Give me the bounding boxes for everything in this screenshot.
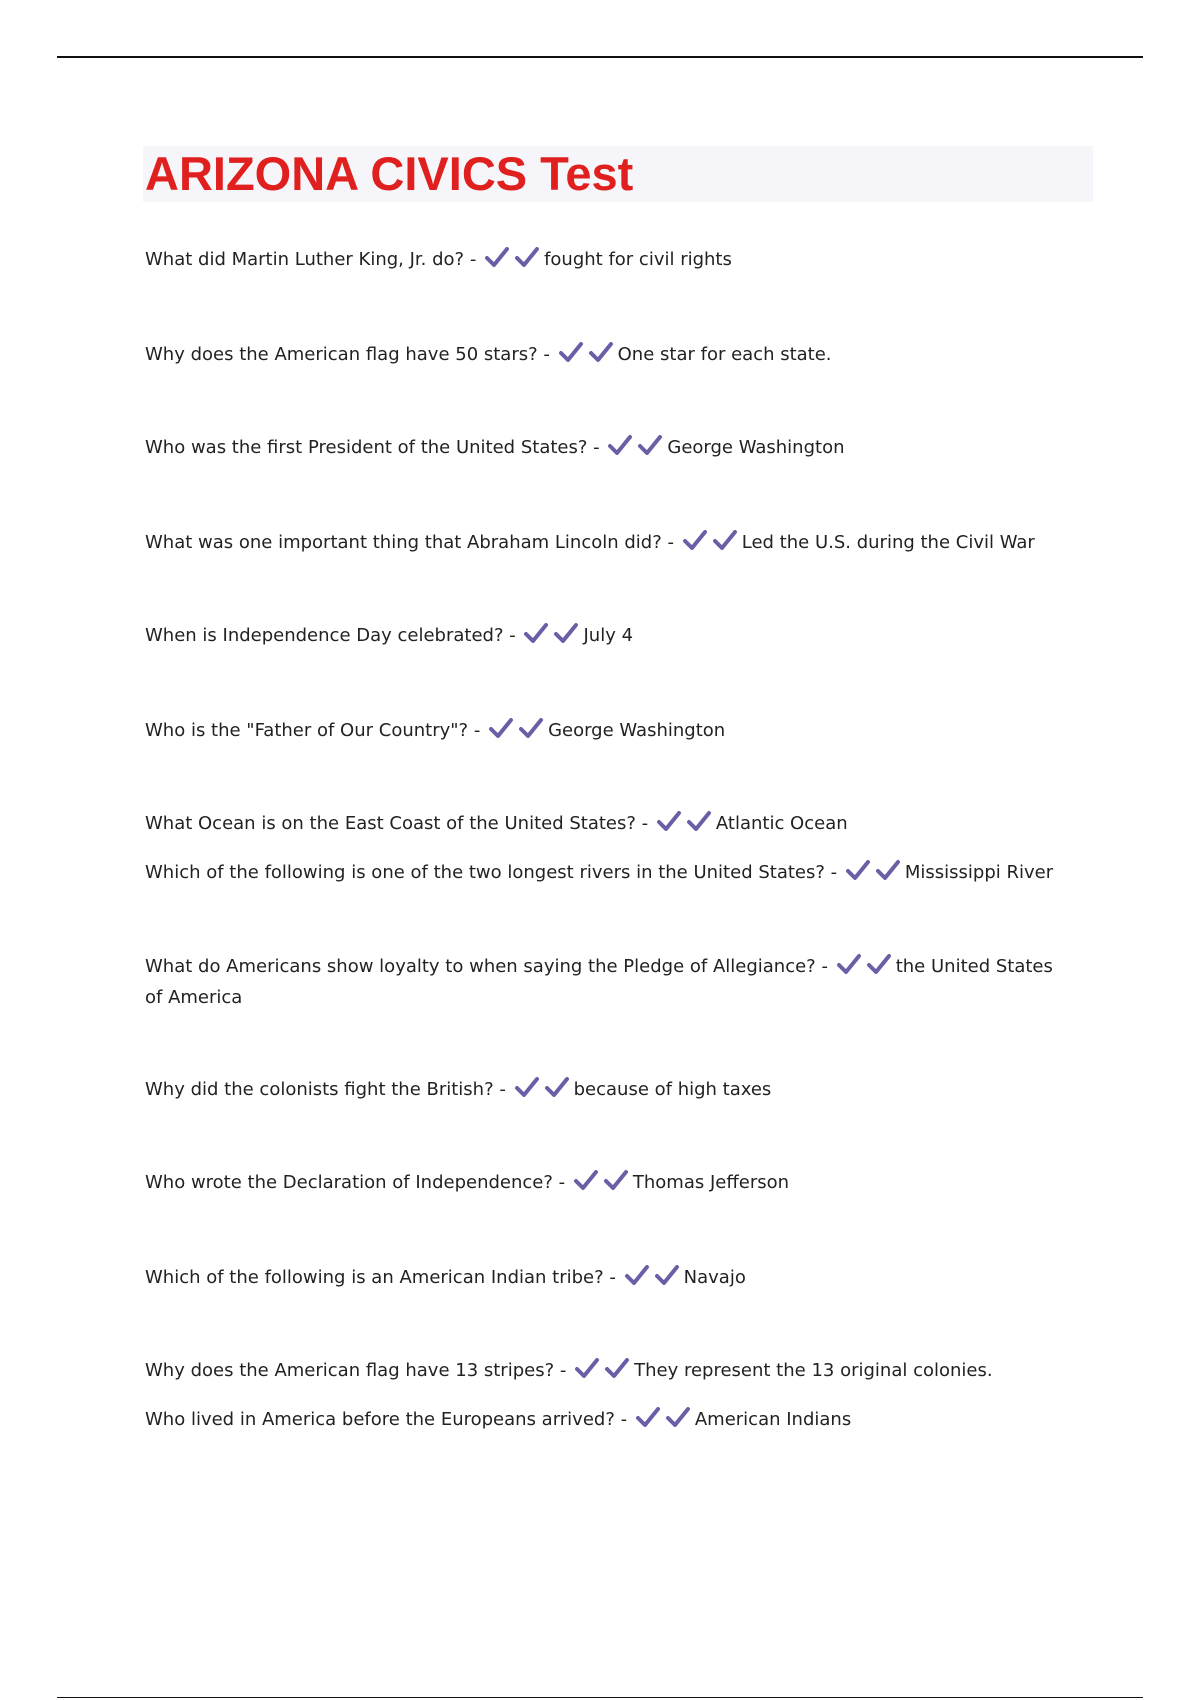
double-check-marks [607,434,663,465]
top-rule [57,56,1143,58]
double-check-marks [682,529,738,560]
question-text: Which of the following is an American Indian tribe? [145,1267,604,1288]
bottom-rule [57,1697,1143,1698]
checkmark-icon [682,529,708,551]
qa-item [145,246,1075,277]
answer-text: They represent the 13 original colonies. [634,1360,993,1381]
qa-item [145,953,1075,1012]
separator-dash: - [559,1360,567,1381]
answer-text: One star for each state. [617,344,832,365]
checkmark-icon [488,717,514,739]
checkmark-icon [607,434,633,456]
checkmark-icon [624,1264,650,1286]
checkmark-icon [523,622,549,644]
double-check-marks [558,341,614,372]
checkmark-icon [574,1357,600,1379]
double-check-marks [845,859,901,890]
qa-item [145,1357,1075,1388]
checkmark-icon [665,1406,691,1428]
checkmark-icon [604,1357,630,1379]
checkmark-icon [637,434,663,456]
answer-text: Thomas Jefferson [632,1172,790,1193]
separator-dash: - [558,1172,566,1193]
separator-dash: - [620,1409,628,1430]
separator-dash: - [821,956,828,977]
double-check-marks [573,1169,629,1200]
checkmark-icon [553,622,579,644]
answer-text: the United States of America [145,956,1053,1008]
question-text: What do Americans show loyalty to when saying the Pledge of Allegiance? [145,956,816,977]
separator-dash: - [499,1079,506,1100]
checkmark-icon [635,1406,661,1428]
answer-text: Atlantic Ocean [715,813,848,834]
double-check-marks [523,622,579,653]
answer-text: July 4 [583,625,634,646]
separator-dash: - [667,532,675,553]
double-check-marks [574,1357,630,1388]
checkmark-icon [573,1169,599,1191]
checkmark-icon [518,717,544,739]
question-text: Who wrote the Declaration of Independence? [145,1172,553,1193]
question-text: Who lived in America before the Europeans arrived? [145,1409,615,1430]
separator-dash: - [830,862,838,883]
checkmark-icon [875,859,901,881]
answer-text: George Washington [667,437,845,458]
checkmark-icon [656,810,682,832]
double-check-marks [514,1076,570,1107]
qa-item [145,1406,1075,1437]
checkmark-icon [686,810,712,832]
double-check-marks [488,717,544,748]
checkmark-icon [866,953,892,975]
separator-dash: - [509,625,516,646]
question-text: What was one important thing that Abraham Lincoln did? [145,532,662,553]
qa-item [145,434,1075,465]
double-check-marks [484,246,540,277]
checkmark-icon [836,953,862,975]
separator-dash: - [609,1267,616,1288]
checkmark-icon [558,341,584,363]
question-text: Who is the "Father of Our Country"? [145,720,469,741]
answer-text: American Indians [694,1409,852,1430]
page-title: ARIZONA CIVICS Test [145,147,634,200]
separator-dash: - [543,344,550,365]
answer-text: Led the U.S. during the Civil War [741,532,1035,553]
qa-item [145,1264,1075,1295]
qa-item [145,341,1075,372]
checkmark-icon [514,1076,540,1098]
double-check-marks [836,953,892,984]
question-text: When is Independence Day celebrated? [145,625,504,646]
question-text: Why does the American flag have 50 stars? [145,344,538,365]
checkmark-icon [603,1169,629,1191]
separator-dash: - [641,813,649,834]
qa-item [145,1169,1075,1200]
checkmark-icon [654,1264,680,1286]
question-text: Which of the following is one of the two longest rivers in the United States? [145,862,825,883]
question-text: What did Martin Luther King, Jr. do? [145,249,465,270]
answer-text: fought for civil rights [544,249,732,270]
qa-item [145,859,1075,890]
qa-item [145,529,1075,560]
answer-text: Mississippi River [904,862,1054,883]
qa-item [145,810,1075,841]
double-check-marks [635,1406,691,1437]
checkmark-icon [544,1076,570,1098]
answer-text: Navajo [683,1267,746,1288]
checkmark-icon [845,859,871,881]
checkmark-icon [514,246,540,268]
question-text: What Ocean is on the East Coast of the United States? [145,813,636,834]
qa-item [145,717,1075,748]
checkmark-icon [588,341,614,363]
answer-text: George Washington [548,720,726,741]
double-check-marks [656,810,712,841]
separator-dash: - [593,437,600,458]
checkmark-icon [712,529,738,551]
question-text: Why did the colonists fight the British? [145,1079,494,1100]
answer-text: because of high taxes [573,1079,772,1100]
qa-item [145,1076,1075,1107]
question-text: Why does the American flag have 13 stripes? [145,1360,555,1381]
question-text: Who was the first President of the United States? [145,437,588,458]
qa-item [145,622,1075,653]
separator-dash: - [469,249,477,270]
double-check-marks [624,1264,680,1295]
checkmark-icon [484,246,510,268]
separator-dash: - [473,720,481,741]
